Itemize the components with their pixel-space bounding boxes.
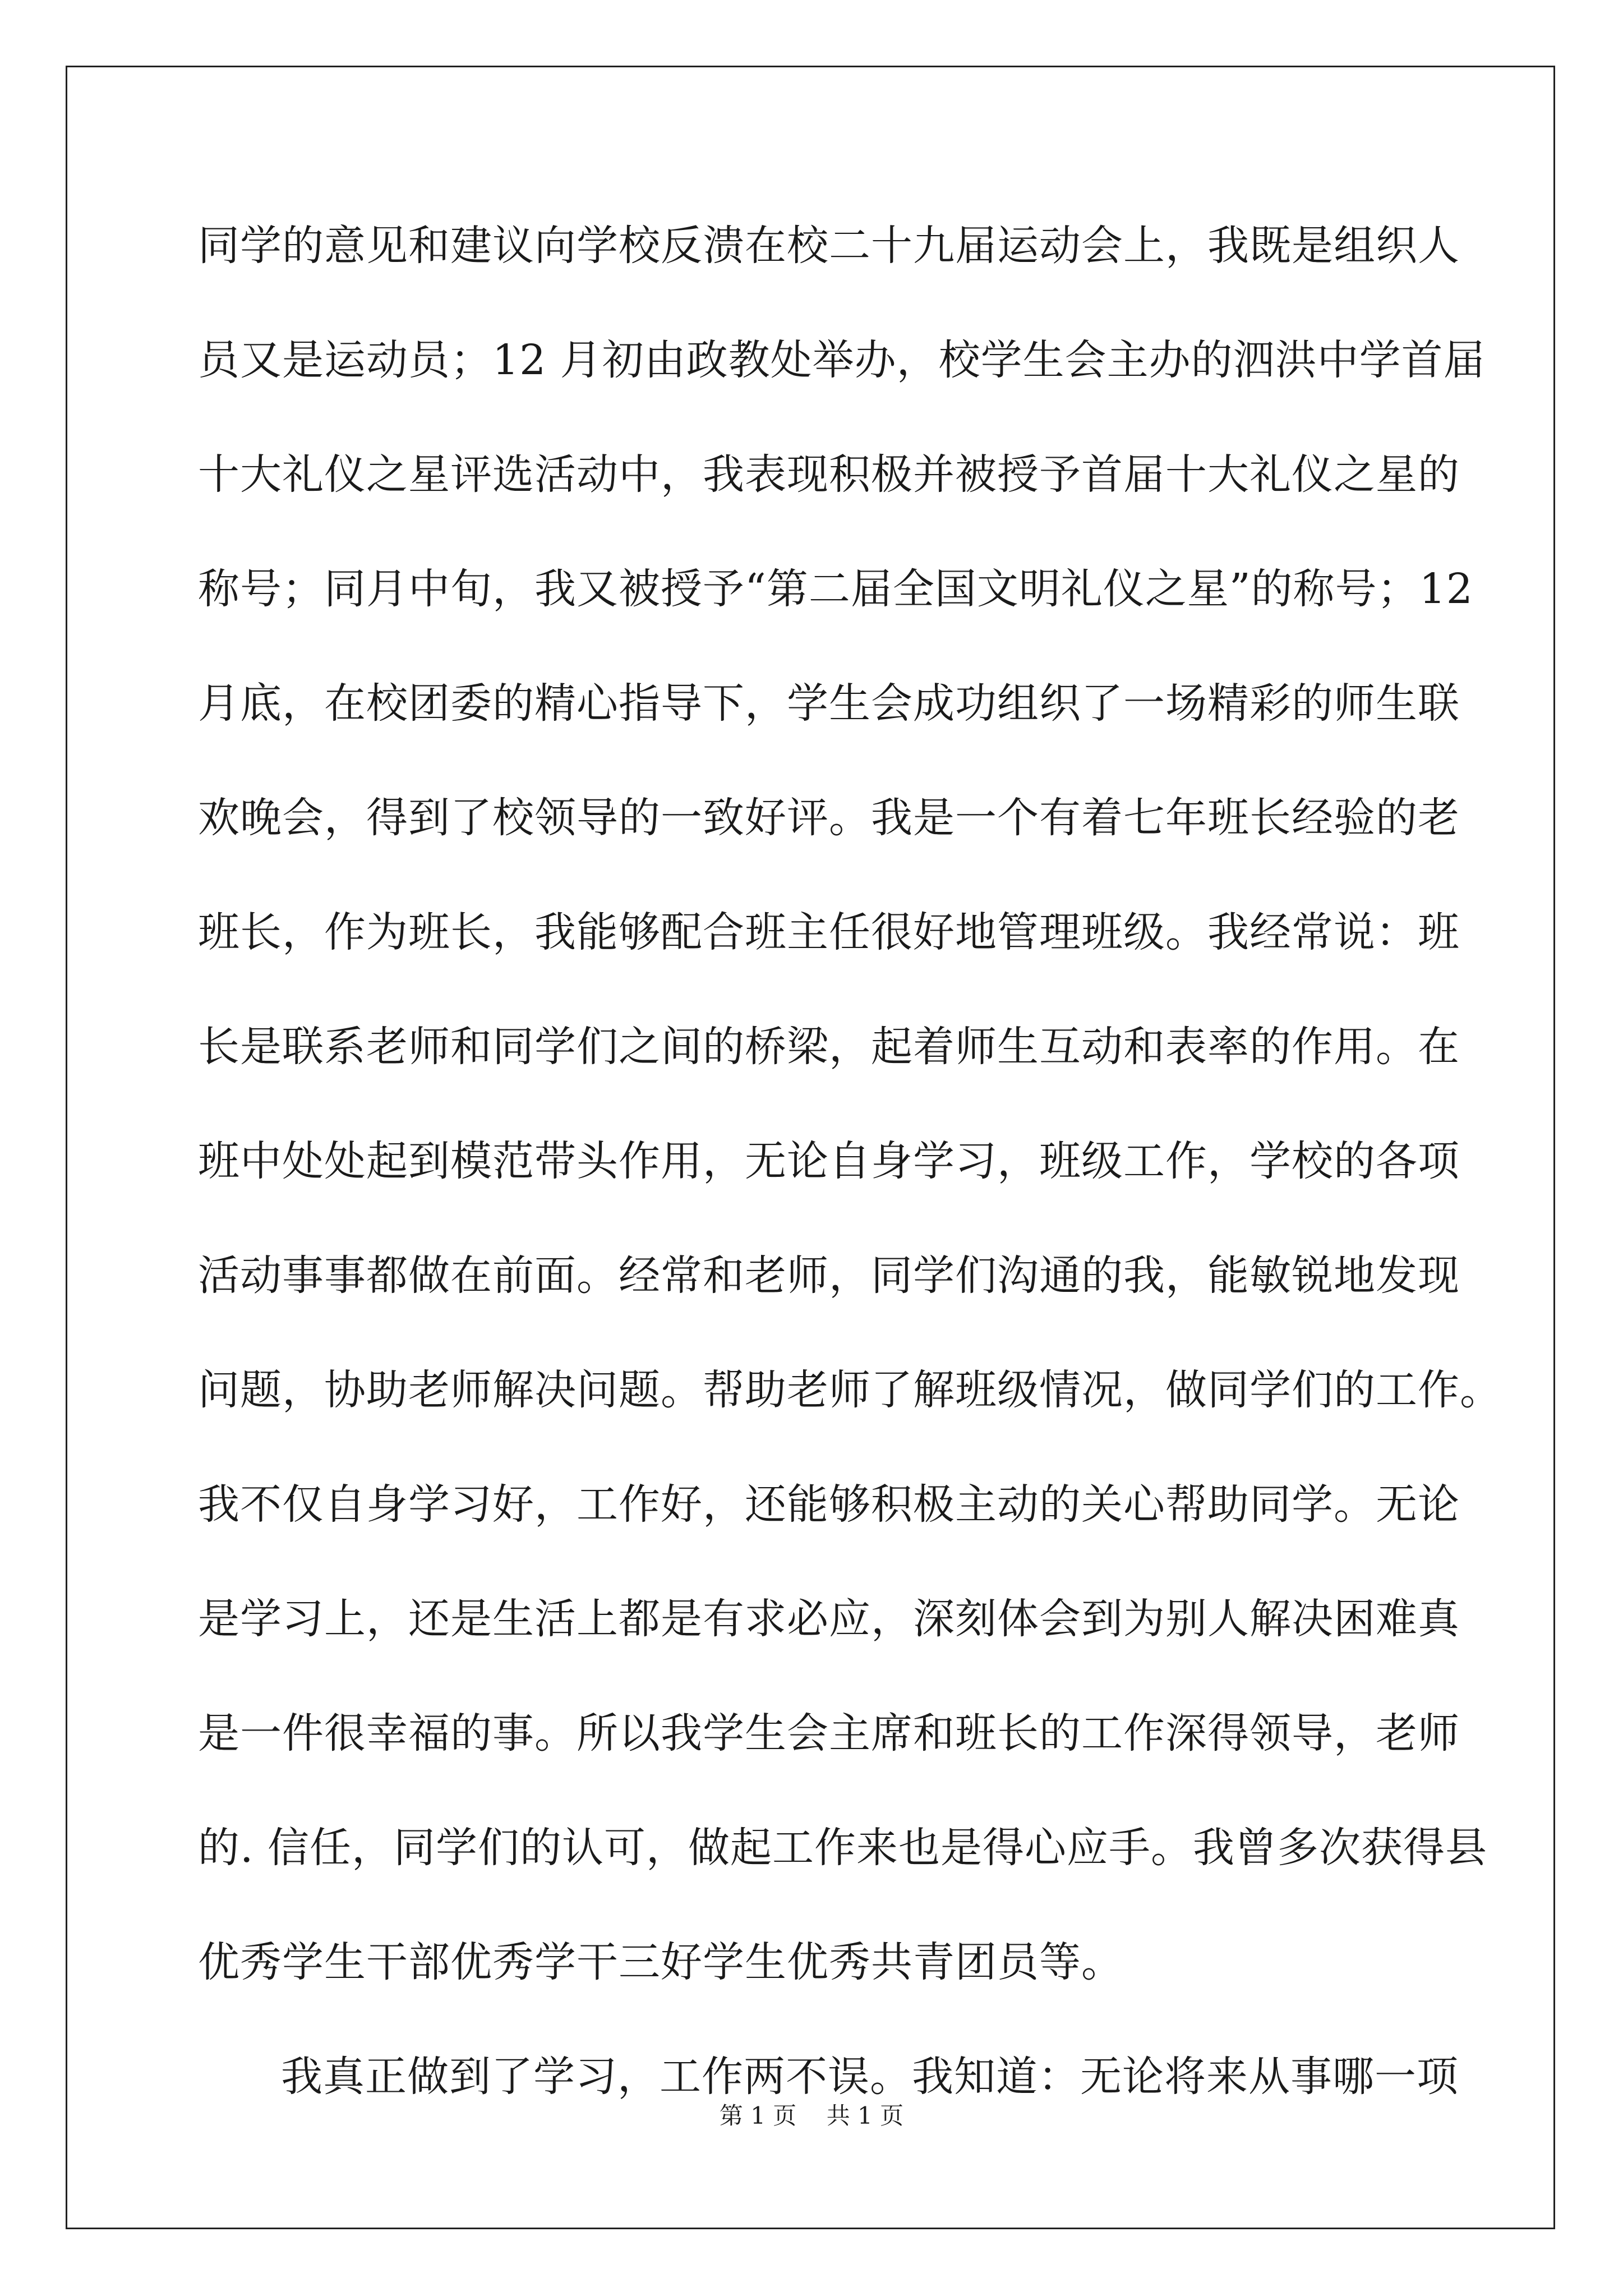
text-line: 同学的意见和建议向学校反溃在校二十九届运动会上，我既是组织人 — [198, 222, 1460, 270]
text-line: 十大礼仪之星评选活动中，我表现积极并被授予首届十大礼仪之星的 — [198, 450, 1460, 499]
text-line: 的. 信任，同学们的认可，做起工作来也是得心应手。我曾多次获得县 — [198, 1824, 1488, 1872]
text-line: 优秀学生干部优秀学干三好学生优秀共青团员等。 — [198, 1938, 1123, 1986]
text-line: 班中处处起到模范带头作用，无论自身学习，班级工作，学校的各项 — [198, 1137, 1460, 1185]
text-line: 长是联系老师和同学们之间的桥梁，起着师生互动和表率的作用。在 — [198, 1023, 1460, 1071]
text-line: 称号；同月中旬，我又被授予“第二届全国文明礼仪之星”的称号；12 — [198, 565, 1473, 613]
text-line: 员又是运动员；12 月初由政教处举办，校学生会主办的泗洪中学首届 — [198, 336, 1486, 384]
body-text — [198, 212, 1502, 2157]
text-line: 欢晚会，得到了校领导的一致好评。我是一个有着七年班长经验的老 — [198, 794, 1460, 842]
paragraph-first-line: 我真正做到了学习，工作两不误。我知道：无论将来从事哪一项 — [281, 2053, 1459, 2101]
page-number-footer: 第 1 页 共 1 页 — [719, 2102, 904, 2129]
text-line: 我不仅自身学习好，工作好，还能够积极主动的关心帮助同学。无论 — [198, 1480, 1460, 1529]
text-line: 是学习上，还是生活上都是有求必应，深刻体会到为别人解决困难真 — [198, 1595, 1460, 1643]
text-line: 班长，作为班长，我能够配合班主任很好地管理班级。我经常说：班 — [198, 908, 1460, 956]
text-line: 月底，在校团委的精心指导下，学生会成功组织了一场精彩的师生联 — [198, 679, 1460, 728]
text-line: 活动事事都做在前面。经常和老师，同学们沟通的我，能敏锐地发现 — [198, 1251, 1460, 1300]
text-line: 是一件很幸福的事。所以我学生会主席和班长的工作深得领导，老师 — [198, 1709, 1460, 1757]
text-line: 问题，协助老师解决问题。帮助老师了解班级情况，做同学们的工作。 — [198, 1366, 1502, 1414]
